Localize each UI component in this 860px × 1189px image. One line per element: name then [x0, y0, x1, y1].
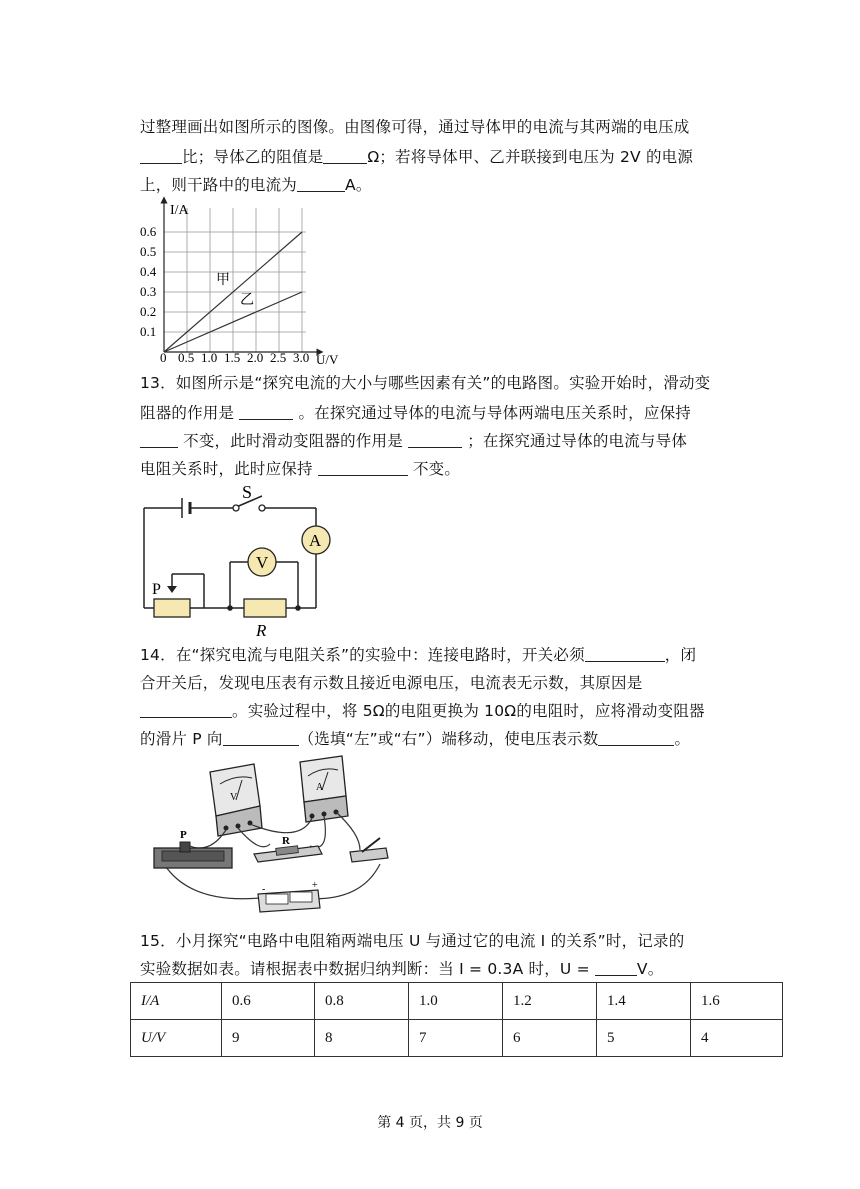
q12-line1: 过整理画出如图所示的图像。由图像可得，通过导体甲的电流与其两端的电压成 [140, 118, 690, 136]
answer-blank[interactable] [297, 175, 345, 192]
rheostat-label: P [180, 829, 187, 841]
resistor-device-label: R [282, 835, 290, 847]
q15-line2: 实验数据如表。请根据表中数据归纳判断：当 I = 0.3A 时，U = V。 [140, 960, 664, 978]
y-tick: 0.2 [140, 304, 157, 319]
answer-blank[interactable] [140, 147, 182, 164]
y-axis-label: I/A [170, 203, 189, 218]
battery-device [258, 880, 320, 912]
answer-blank[interactable] [239, 403, 293, 420]
junction-dot [295, 605, 301, 611]
apparatus-photo [150, 754, 400, 916]
q14-line1: 14．在“探究电流与电阻关系”的实验中：连接电路时，开关必须 ，闭 [140, 646, 697, 664]
q15-line1: 15．小月探究“电路中电阻箱两端电压 U 与通过它的电流 I 的关系”时，记录的 [140, 932, 685, 950]
answer-blank[interactable] [595, 959, 637, 976]
table-cell: 9 [222, 1020, 315, 1057]
q14-line4: 的滑片 P 向 （选填“左”或“右”）端移动，使电压表示数 。 [140, 730, 691, 748]
answer-blank[interactable] [408, 431, 462, 448]
ammeter-meter [300, 756, 348, 822]
q12-line3: 上，则干路中的电流为 A。 [140, 176, 372, 194]
graph-grid [164, 208, 306, 352]
table-cell: 1.0 [409, 983, 503, 1020]
table-cell: 1.6 [691, 983, 783, 1020]
answer-blank[interactable] [223, 729, 299, 746]
table-cell: 5 [597, 1020, 691, 1057]
series-yi-label: 乙 [240, 293, 254, 308]
q13-line3: 不变，此时滑动变阻器的作用是 ；在探究通过导体的电流与导体 [140, 430, 687, 452]
table-cell: 8 [315, 1020, 409, 1057]
table-row [131, 1020, 783, 1057]
table-cell: 1.4 [597, 983, 691, 1020]
table-cell: 0.6 [222, 983, 315, 1020]
table-cell: 4 [691, 1020, 783, 1057]
x-axis-label: U/V [316, 352, 339, 367]
x-tick: 0.5 [178, 350, 195, 365]
switch-contact [233, 505, 239, 511]
q12-line2: 比；导体乙的阻值是 Ω；若将导体甲、乙并联接到电压为 2V 的电源 [140, 146, 693, 168]
q13-line1: 13．如图所示是“探究电流的大小与哪些因素有关”的电路图。实验开始时，滑动变 [140, 374, 711, 392]
q13-line4: 电阻关系时，此时应保持 不变。 [140, 460, 461, 478]
y-tick: 0.4 [140, 264, 157, 279]
y-tick: 0.3 [140, 284, 157, 299]
junction-dot [227, 605, 233, 611]
page-footer: 第 4 页，共 9 页 [377, 1115, 483, 1131]
q14-line2: 合开关后，发现电压表有示数且接近电源电压，电流表无示数，其原因是 [140, 674, 643, 692]
circuit-diagram [136, 482, 346, 642]
resistor-label: R [256, 621, 267, 640]
iu-graph [136, 196, 366, 368]
table-cell: 1.2 [503, 983, 597, 1020]
table-cell: 0.8 [315, 983, 409, 1020]
ammeter-label: A [309, 531, 322, 550]
answer-blank[interactable] [140, 701, 232, 718]
y-tick: 0.1 [140, 324, 157, 339]
y-tick: 0.6 [140, 224, 157, 239]
voltmeter-face-label: V [230, 792, 238, 803]
q13-line2: 阻器的作用是 。在探究通过导体的电流与导体两端电压关系时，应保持 [140, 404, 691, 422]
resistor-device [254, 835, 322, 862]
y-tick: 0.5 [140, 244, 157, 259]
table-cell: 7 [409, 1020, 503, 1057]
rheostat [154, 599, 190, 617]
answer-blank[interactable] [323, 147, 367, 164]
answer-blank[interactable] [140, 431, 178, 448]
answer-blank[interactable] [318, 459, 408, 476]
q14-line3: 。实验过程中，将 5Ω的电阻更换为 10Ω的电阻时，应将滑动变阻器 [140, 700, 705, 722]
switch-contact [259, 505, 265, 511]
table-cell: 6 [503, 1020, 597, 1057]
battery-minus: - [262, 884, 266, 895]
answer-blank[interactable] [598, 729, 674, 746]
x-tick: 3.0 [293, 350, 310, 365]
table-cell: I/A [131, 983, 222, 1020]
answer-blank[interactable] [585, 645, 665, 662]
slider-arrow [167, 586, 177, 593]
ammeter-face-label: A [316, 782, 324, 793]
x-tick: 0 [160, 350, 167, 365]
switch-device [350, 838, 388, 862]
switch-label: S [242, 482, 253, 502]
table-cell: U/V [131, 1020, 222, 1057]
voltmeter-label: V [256, 553, 269, 572]
x-tick: 2.5 [270, 350, 287, 365]
table-row [131, 983, 783, 1020]
data-table [130, 982, 783, 1057]
series-jia-label: 甲 [216, 273, 230, 288]
x-tick: 2.0 [247, 350, 264, 365]
x-tick: 1.0 [201, 350, 218, 365]
x-tick: 1.5 [224, 350, 241, 365]
resistor-r [244, 599, 286, 617]
battery-plus: + [312, 880, 318, 891]
slider-label: P [152, 581, 161, 598]
